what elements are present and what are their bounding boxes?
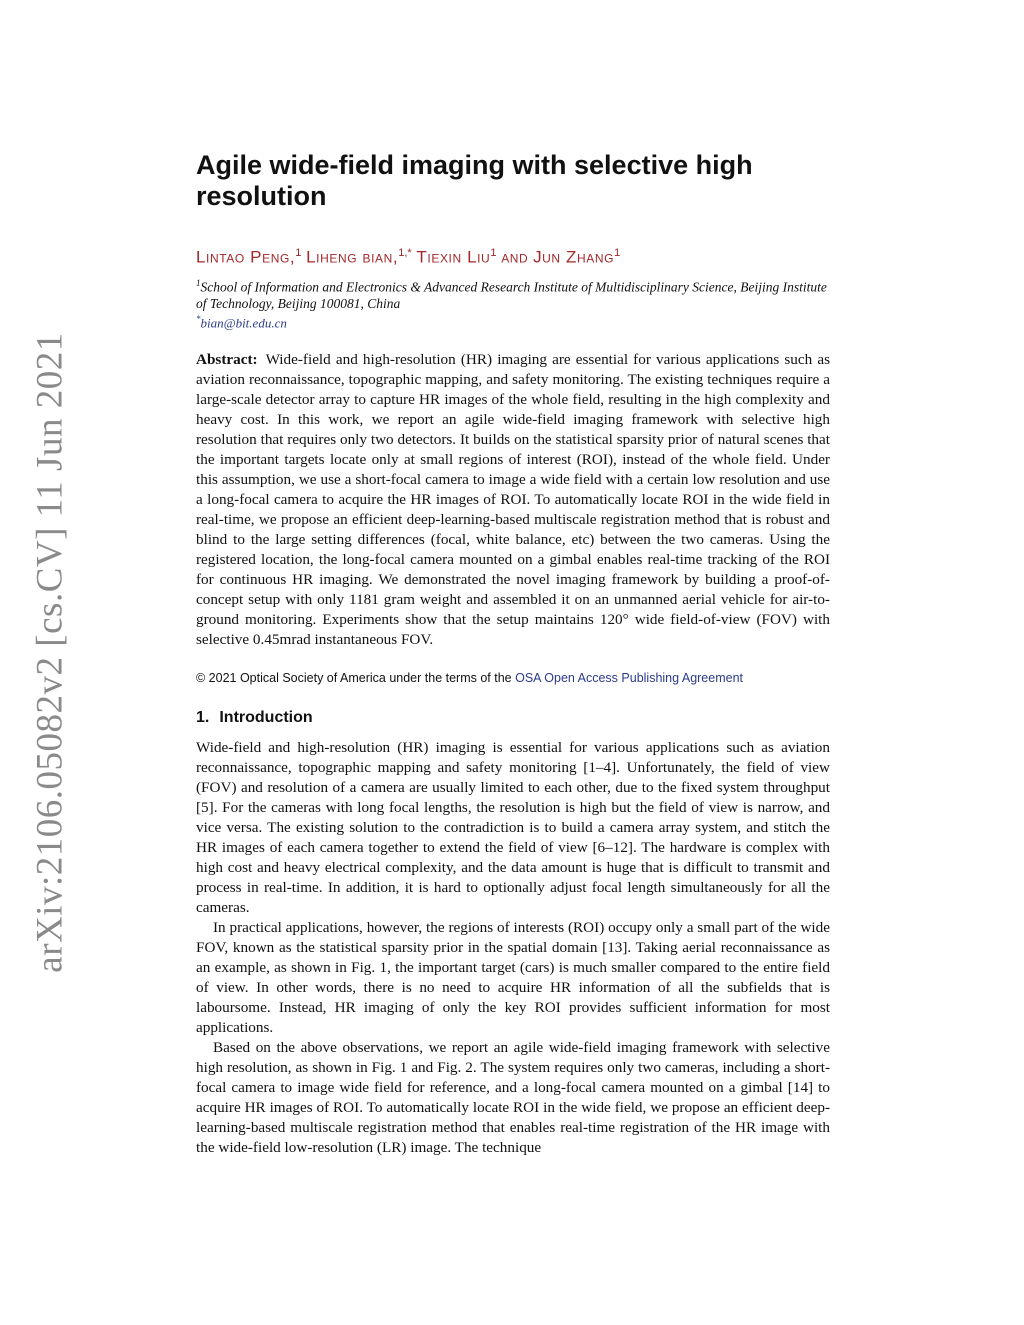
author-affiliation-mark: 1 xyxy=(295,247,302,259)
corresponding-email[interactable] xyxy=(196,312,830,330)
paper-title: Agile wide-field imaging with selective high resolution xyxy=(196,150,753,211)
author-conjunction: and xyxy=(501,247,529,267)
arxiv-identifier: arXiv:2106.05082v2 [cs.CV] 11 Jun 2021 xyxy=(29,332,71,973)
arxiv-identifier-stamp xyxy=(28,332,72,973)
license-link[interactable]: OSA Open Access Publishing Agreement xyxy=(515,671,744,686)
author-name: Liheng bian, xyxy=(306,247,399,267)
author-name: Lintao Peng, xyxy=(196,247,296,267)
author-affiliation-mark: 1 xyxy=(614,247,621,259)
abstract-text: Wide-field and high-resolution (HR) imaging are essential for various applications such as aviation reconnaissance, topographic mapping, and safety monitoring. The existing techniques require a large-scale detector array to capture HR images of the whole field, resulting in the high complexity and heavy cost. In this work, we report an agile wide-field imaging framework with selective high resolution that requires only two detectors. It builds on the statistical sparsity prior of natural scenes that the important targets locate only at small regions of interest (ROI), instead of the whole field. Under this assumption, we use a short-focal camera to image a wide field with a certain low resolution and use a long-focal camera to acquire the HR images of ROI. To automatically locate ROI in the wide field in real-time, we propose an efficient deep-learning-based multiscale registration method that is robust and blind to the large setting differences (focal, white balance, etc) between the two cameras. Using the registered location, the long-focal camera mounted on a gimbal enables real-time tracking of the ROI for continuous HR imaging. We demonstrated the novel imaging framework by building a proof-of-concept setup with only 1181 gram weight and assembled it on an unmanned aerial vehicle for air-to-ground monitoring. Experiments show that the setup maintains 120° wide field-of-view (FOV) with selective 0.45mrad instantaneous FOV. xyxy=(196,351,830,649)
section-body xyxy=(196,738,830,1158)
affiliation-mark: 1 xyxy=(196,277,201,288)
abstract-label: Abstract: xyxy=(196,351,258,369)
copyright-text: © 2021 Optical Society of America under the terms of the xyxy=(196,671,516,686)
abstract xyxy=(196,350,830,650)
section-title: Introduction xyxy=(219,709,313,727)
author-name: Jun Zhang xyxy=(533,247,615,267)
section-number: 1. xyxy=(196,709,210,727)
affiliation-text: School of Information and Electronics & Advanced Research Institute of Multidisciplinary Science, Beijing Institute of Technology, Beijing 100081, China xyxy=(196,279,827,312)
section-heading xyxy=(196,708,830,728)
body-paragraph: In practical applications, however, the regions of interests (ROI) occupy only a small part of the wide FOV, known as the statistical sparsity prior in the spatial domain [13]. Taking aerial reconnaissance as an example, as shown in Fig. 1, the important target (cars) is much smaller compared to the entire field of view. In other words, there is no need to acquire HR information of all the subfields that is laboursome. Instead, HR imaging of only the key ROI provides sufficient information for most applications. xyxy=(196,919,830,1037)
author-affiliation-mark: 1 xyxy=(490,247,497,259)
author-name: Tiexin Liu xyxy=(416,247,491,267)
copyright-notice xyxy=(196,670,830,686)
email-link[interactable]: bian@bit.edu.cn xyxy=(200,315,287,331)
email-mark: * xyxy=(196,314,201,325)
body-paragraph: Wide-field and high-resolution (HR) imaging is essential for various applications such as aviation reconnaissance, topographic mapping and safety monitoring [1–4]. Unfortunately, the field of view (FOV) and resolution of a camera are usually limited to each other, due to the fixed system throughput [5]. For the cameras with long focal lengths, the resolution is high but the field of view is narrow, and vice versa. The existing solution to the contradiction is to build a camera array system, and stitch the HR images of each camera together to extend the field of view [6–12]. The hardware is complex with high cost and heavy electrical complexity, and the data amount is huge that is difficult to transmit and process in real-time. In addition, it is hard to optionally adjust focal length simultaneously for all the cameras. xyxy=(196,739,830,917)
affiliation xyxy=(196,275,830,313)
author-affiliation-mark: 1,* xyxy=(398,247,412,259)
author-list xyxy=(196,242,830,269)
paper-page xyxy=(196,150,830,1158)
body-paragraph: Based on the above observations, we report an agile wide-field imaging framework with selective high resolution, as shown in Fig. 1 and Fig. 2. The system requires only two cameras, including a short-focal camera to image wide field for reference, and a long-focal camera mounted on a gimbal [14] to acquire HR images of ROI. To automatically locate ROI in the wide field, we propose an efficient deep-learning-based multiscale registration method that enables real-time registration of the HR image with the wide-field low-resolution (LR) image. The technique xyxy=(196,1039,830,1157)
